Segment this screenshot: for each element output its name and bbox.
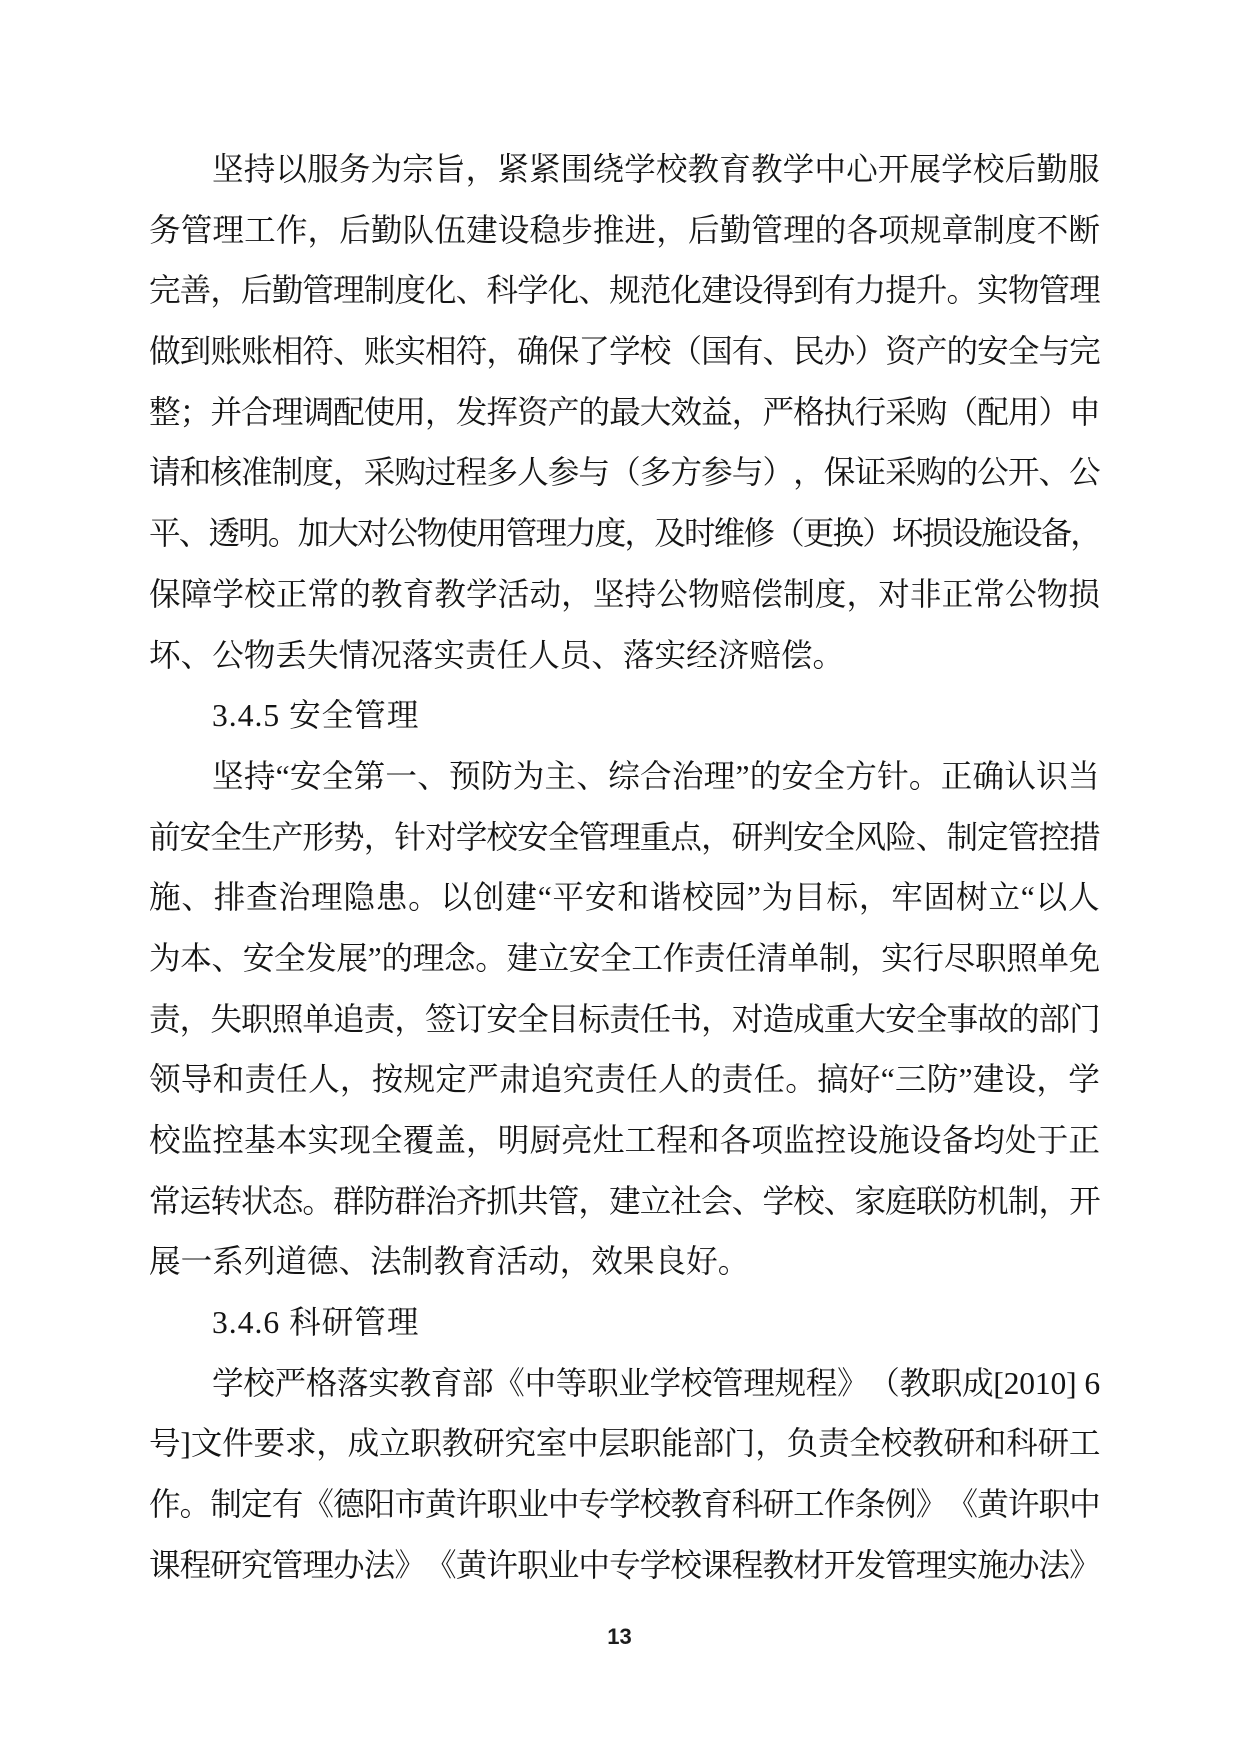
paragraph-line: 展一系列道德、法制教育活动，效果良好。 <box>149 1244 750 1280</box>
paragraph-line: 责 ， 失 职 照 单 追 责 ， 签 订 安 全 目 标 责 任 书 ， 对 造 成 重 大 安 全 事 故 的 部 门 <box>149 1001 1101 1037</box>
paragraph-line: 坏、公物丢失情况落实责任人员、落实经济赔偿。 <box>149 637 845 673</box>
paragraph-line: 领 导 和 责 任 人 ， 按 规 定 严 肃 追 究 责 任 人 的 责 任 。 搞 好 “ 三 防 ” 建 设 ， 学 <box>149 1062 1100 1098</box>
paragraph-line: 坚 持 以 服 务 为 宗 旨 ， 紧 紧 围 绕 学 校 教 育 教 学 中 心 开 展 学 校 后 勤 服 <box>212 152 1100 187</box>
section-heading-3-4-5: 3.4.5 安全管理 <box>212 698 420 734</box>
paragraph-line: 学 校 严 格 落 实 教 育 部 《 中 等 职 业 学 校 管 理 规 程 》 （ 教 职 成 [ 2 0 1 0 ] 6 <box>212 1365 1101 1401</box>
paragraph-line: 整 ； 并 合 理 调 配 使 用 ， 发 挥 资 产 的 最 大 效 益 ， 严 格 执 行 采 购 （ 配 用 ） 申 <box>149 394 1101 430</box>
page-footer <box>0 1624 1239 1650</box>
paragraph-line: 作 。 制 定 有 《 德 阳 市 黄 许 职 业 中 专 学 校 教 育 科 研 工 作 条 例 》 《 黄 许 职 中 <box>149 1487 1101 1523</box>
paragraph-line: 课 程 研 究 管 理 办 法 》 《 黄 许 职 业 中 专 学 校 课 程 教 材 开 发 管 理 实 施 办 法 》 <box>149 1547 1101 1583</box>
paragraph-line: 务 管 理 工 作 ， 后 勤 队 伍 建 设 稳 步 推 进 ， 后 勤 管 理 的 各 项 规 章 制 度 不 断 <box>149 212 1100 248</box>
paragraph-line: 号 ] 文 件 要 求 ， 成 立 职 教 研 究 室 中 层 职 能 部 门 ， 负 责 全 校 教 研 和 科 研 工 <box>149 1426 1101 1462</box>
paragraph-line: 保 障 学 校 正 常 的 教 育 教 学 活 动 ， 坚 持 公 物 赔 偿 制 度 ， 对 非 正 常 公 物 损 <box>149 576 1100 612</box>
paragraph-line: 为 本 、 安 全 发 展 ” 的 理 念 。 建 立 安 全 工 作 责 任 清 单 制 ， 实 行 尽 职 照 单 免 <box>149 940 1101 976</box>
paragraph-line: 前 安 全 生 产 形 势 ， 针 对 学 校 安 全 管 理 重 点 ， 研 判 安 全 风 险 、 制 定 管 控 措 <box>149 819 1101 855</box>
paragraph-line: 平 、 透 明 。 加 大 对 公 物 使 用 管 理 力 度 ， 及 时 维 修 （ 更 换 ） 坏 损 设 施 设 备 ， <box>149 516 1102 552</box>
paragraph-line: 常 运 转 状 态 。 群 防 群 治 齐 抓 共 管 ， 建 立 社 会 、 学 校 、 家 庭 联 防 机 制 ， 开 <box>149 1183 1101 1219</box>
document-content <box>149 140 1100 1597</box>
paragraph-line: 做 到 账 账 相 符 、 账 实 相 符 ， 确 保 了 学 校 （ 国 有 、 民 办 ） 资 产 的 安 全 与 完 <box>149 334 1101 370</box>
paragraph-line: 校 监 控 基 本 实 现 全 覆 盖 ， 明 厨 亮 灶 工 程 和 各 项 监 控 设 施 设 备 均 处 于 正 <box>149 1123 1100 1158</box>
paragraph-line: 请 和 核 准 制 度 ， 采 购 过 程 多 人 参 与 （ 多 方 参 与 ） ， 保 证 采 购 的 公 开 、 公 <box>149 455 1101 491</box>
paragraph-line: 完 善 ， 后 勤 管 理 制 度 化 、 科 学 化 、 规 范 化 建 设 得 到 有 力 提 升 。 实 物 管 理 <box>149 273 1101 309</box>
paragraph-line: 坚 持 “ 安 全 第 一 、 预 防 为 主 、 综 合 治 理 ” 的 安 全 方 针 。 正 确 认 识 当 <box>212 758 1100 794</box>
page-number: 13 <box>607 1624 632 1649</box>
paragraph-line: 施 、 排 查 治 理 隐 患 。 以 创 建 “ 平 安 和 谐 校 园 ” 为 目 标 ， 牢 固 树 立 “ 以 人 <box>149 880 1100 916</box>
section-heading-3-4-6: 3.4.6 科研管理 <box>212 1305 420 1341</box>
